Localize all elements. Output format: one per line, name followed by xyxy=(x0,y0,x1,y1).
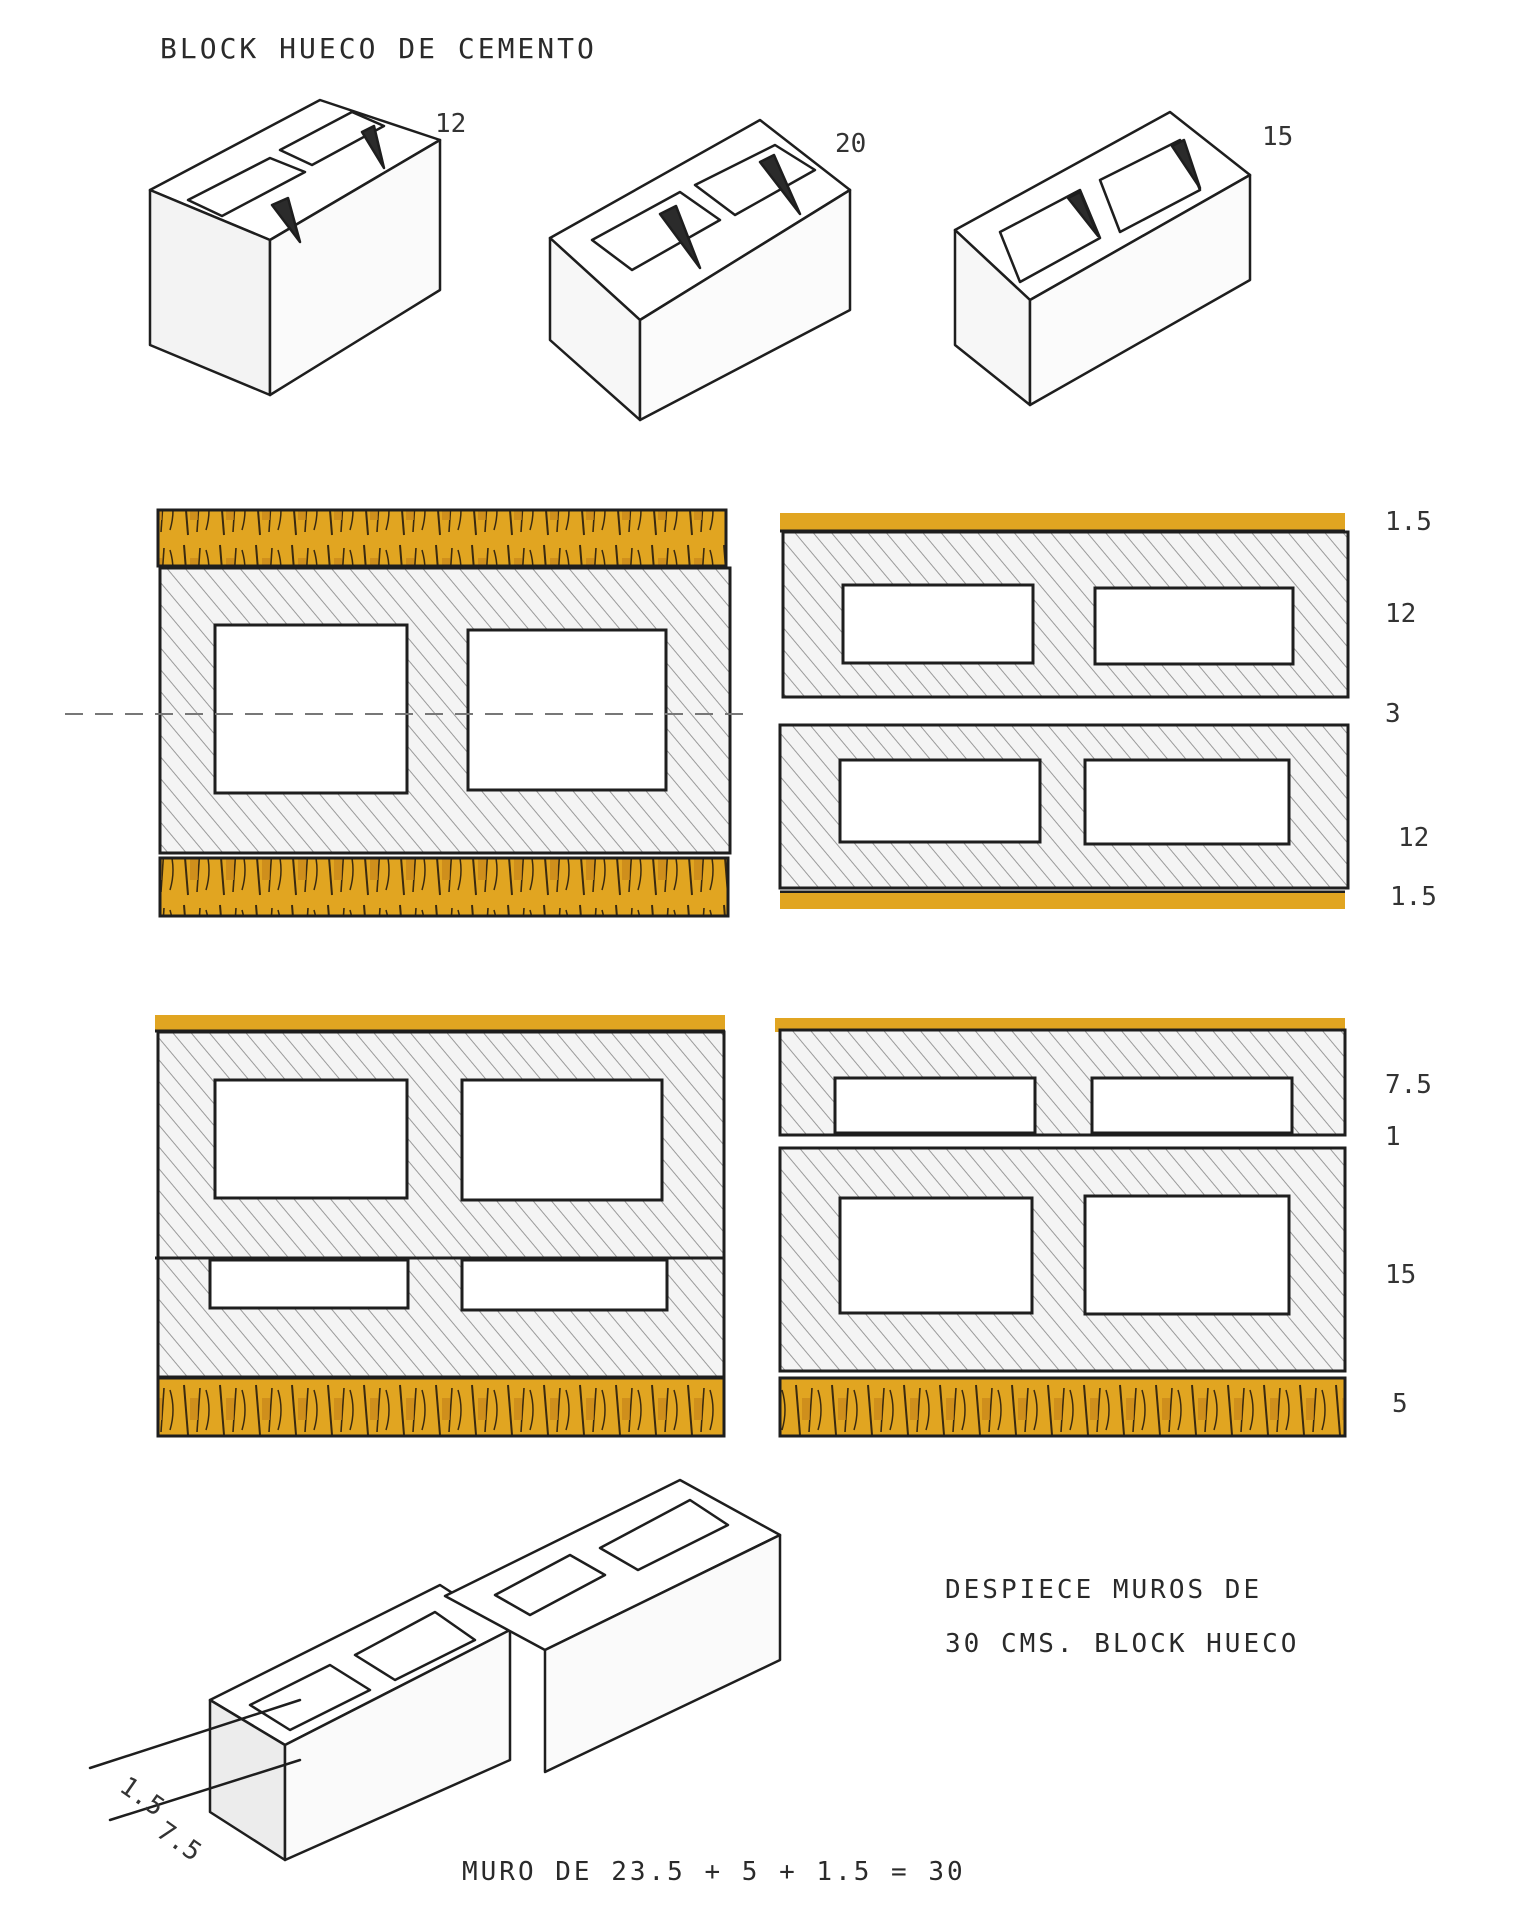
block-20-sketch xyxy=(550,120,850,420)
dim-s4-1: 7.5 xyxy=(1385,1070,1432,1100)
isometric-assembly xyxy=(90,1480,780,1860)
dim-s2-5: 1.5 xyxy=(1390,882,1437,912)
block-size-20: 20 xyxy=(835,129,867,159)
dim-s2-1: 1.5 xyxy=(1385,507,1432,537)
dim-s4-3: 15 xyxy=(1385,1260,1417,1290)
plaster-top xyxy=(155,1015,725,1031)
block-size-15: 15 xyxy=(1262,122,1294,152)
block-12-sketch xyxy=(150,100,440,395)
brick-layer-bottom xyxy=(158,1378,724,1436)
dim-s4-4: 5 xyxy=(1392,1389,1408,1419)
wall-section-4 xyxy=(775,1018,1345,1436)
caption-line-1: DESPIECE MUROS DE xyxy=(945,1575,1263,1605)
wall-formula: MURO DE 23.5 + 5 + 1.5 = 30 xyxy=(462,1857,966,1887)
dim-s2-3: 3 xyxy=(1385,699,1401,729)
block-15-sketch xyxy=(955,112,1250,405)
plaster-top xyxy=(780,513,1345,531)
dim-s2-4: 12 xyxy=(1398,823,1430,853)
brick-layer-bottom xyxy=(780,1378,1345,1436)
block-cell-2 xyxy=(468,630,666,790)
block-cell-1 xyxy=(215,625,407,793)
brick-layer-bottom xyxy=(160,858,728,916)
iso-dim-2: 7.5 xyxy=(150,1816,207,1868)
caption-line-2: 30 CMS. BLOCK HUECO xyxy=(945,1629,1300,1659)
plaster-bottom xyxy=(780,893,1345,909)
wall-section-2 xyxy=(780,513,1348,909)
dim-s4-2: 1 xyxy=(1385,1122,1401,1152)
wall-section-3 xyxy=(155,1015,725,1436)
iso-dim-1: 1.5 xyxy=(113,1771,170,1823)
dim-s2-2: 12 xyxy=(1385,599,1417,629)
block-size-12: 12 xyxy=(435,109,467,139)
page-title: BLOCK HUECO DE CEMENTO xyxy=(160,32,597,65)
brick-layer-top xyxy=(158,510,726,566)
